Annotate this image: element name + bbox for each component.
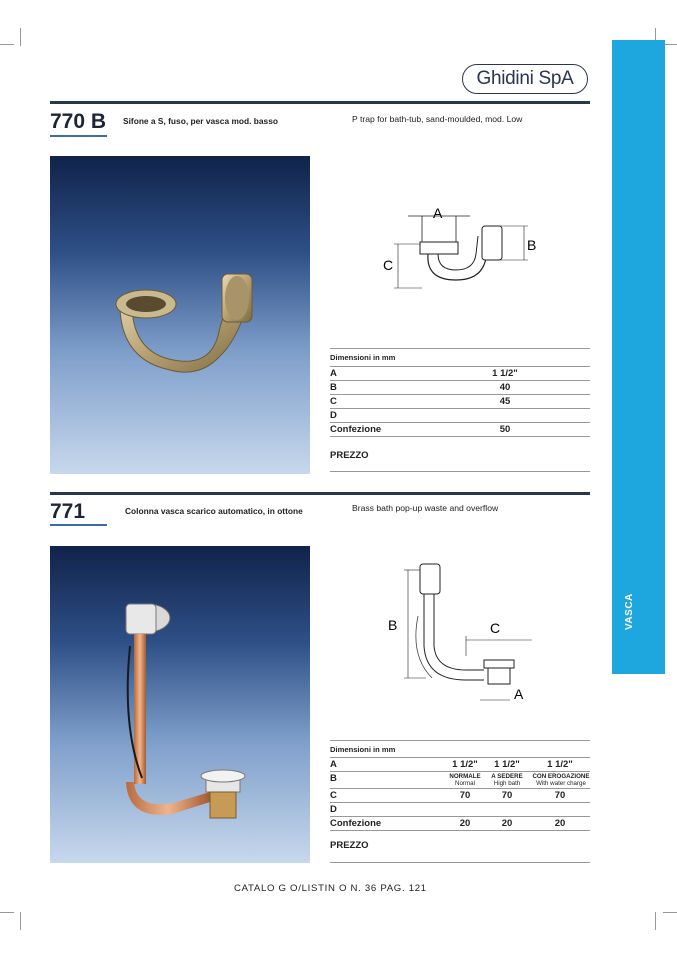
bath-waste-image [50, 546, 310, 863]
crop-mark [20, 28, 21, 46]
table-row: Confezione 20 20 20 [330, 816, 590, 831]
dimension-diagram [380, 556, 542, 708]
price-label: PREZZO [330, 840, 369, 851]
crop-mark [663, 912, 677, 913]
table-row: A 1 1/2" [330, 366, 590, 381]
diagram-label-c: C [383, 257, 394, 273]
product-code-underline [50, 135, 107, 137]
crop-mark [655, 912, 656, 930]
category-tab-label: VASCA [624, 593, 635, 630]
table-row: D [330, 408, 590, 423]
crop-mark [0, 912, 14, 913]
table-row: C 45 [330, 394, 590, 409]
product-title-en: P trap for bath-tub, sand-moulded, mod. Low [352, 114, 523, 124]
table-header: Dimensioni in mm [330, 745, 396, 754]
p-trap-image [50, 156, 310, 474]
product-title-it: Colonna vasca scarico automatico, in ottone [125, 506, 303, 516]
diagram-label-b: B [388, 617, 398, 633]
dimension-diagram [378, 188, 544, 308]
price-label: PREZZO [330, 450, 369, 461]
brand-logo: Ghidini SpA [462, 64, 588, 94]
product-code: 770 B [50, 110, 107, 133]
diagram-label-b: B [527, 237, 537, 253]
table-row: B 40 [330, 380, 590, 395]
section-rule [50, 101, 590, 104]
crop-mark [20, 912, 21, 930]
table-row: A 1 1/2" 1 1/2" 1 1/2" [330, 757, 590, 772]
product-code: 771 [50, 500, 86, 523]
table-row: Confezione 50 [330, 422, 590, 437]
diagram-label-a: A [514, 686, 524, 702]
category-tab [612, 40, 665, 674]
table-row: C 70 70 70 [330, 788, 590, 803]
product-photo [50, 546, 310, 863]
product-code-underline [50, 524, 107, 526]
table-header: Dimensioni in mm [330, 353, 396, 362]
product-title-en: Brass bath pop-up waste and overflow [352, 503, 499, 513]
table-row: B NORMALE Normal A SEDERE High bath CON EROGAZIONE With water charge [330, 773, 590, 787]
section-rule [50, 492, 590, 495]
crop-mark [0, 44, 14, 45]
table-row: D [330, 802, 590, 817]
product-photo [50, 156, 310, 474]
diagram-label-c: C [490, 620, 501, 636]
product-title-it: Sifone a S, fuso, per vasca mod. basso [123, 116, 278, 126]
diagram-label-a: A [433, 205, 443, 221]
page-footer: CATALO G O/LISTIN O N. 36 PAG. 121 [234, 883, 427, 894]
crop-mark [663, 44, 677, 45]
